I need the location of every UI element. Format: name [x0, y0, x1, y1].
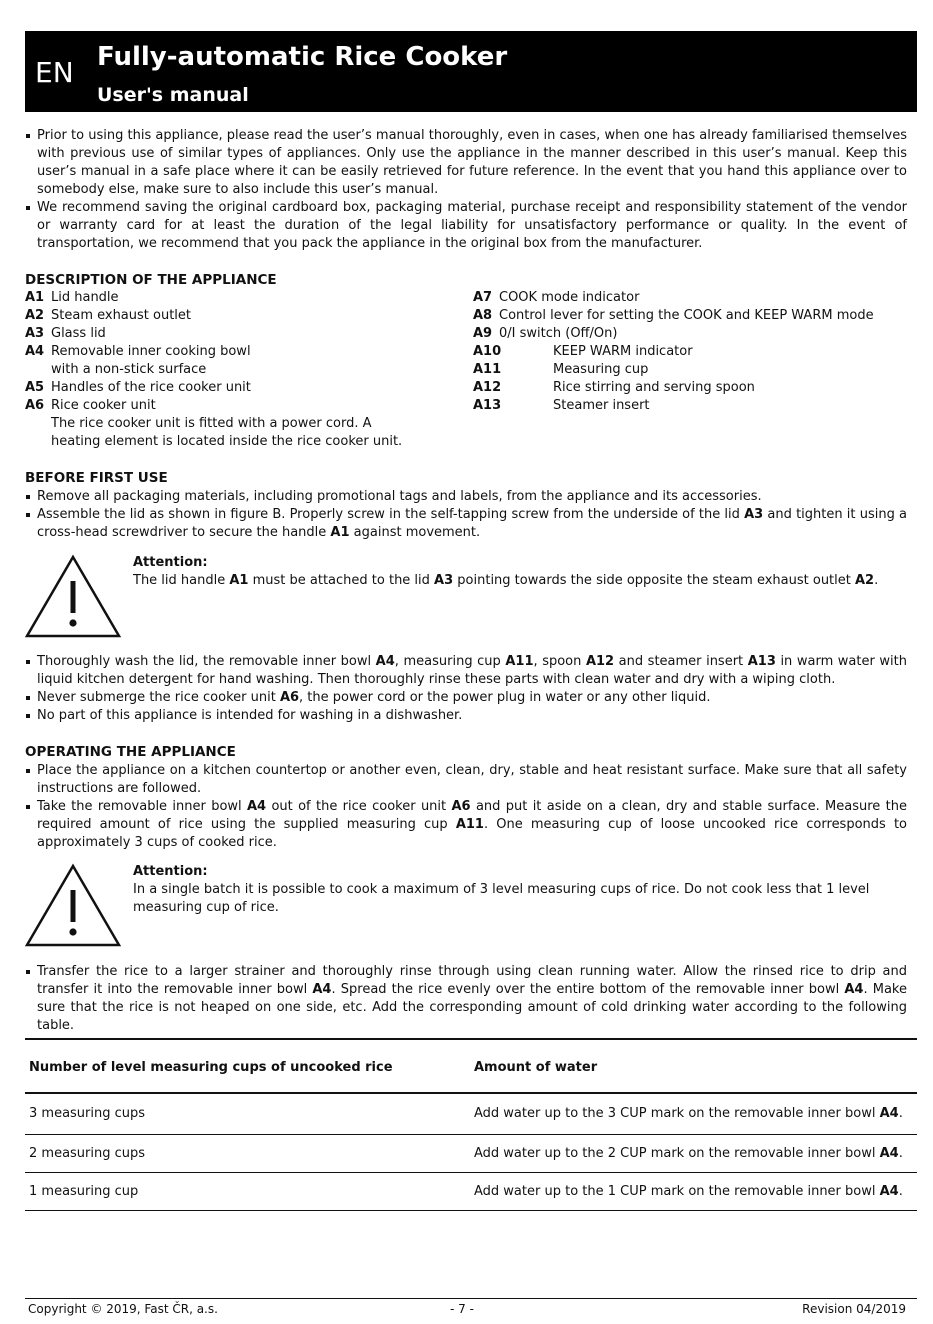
table-rule — [25, 1172, 917, 1173]
instruction-item: No part of this appliance is intended for washing in a dishwasher. — [25, 707, 907, 725]
language-code: EN — [35, 56, 74, 89]
before-first-use-list — [25, 488, 907, 542]
part-item: A4 Removable inner cooking bowl — [25, 344, 251, 359]
before-first-use-heading: BEFORE FIRST USE — [25, 470, 168, 486]
instruction-item: Remove all packaging materials, including promotional tags and labels, from the appliance and its accessories. — [25, 488, 907, 506]
table-cell-water: Add water up to the 2 CUP mark on the removable inner bowl A4. — [474, 1146, 903, 1161]
part-item: A12 Rice stirring and serving spoon — [473, 380, 755, 395]
part-item: A10 KEEP WARM indicator — [473, 344, 693, 359]
page-subtitle: User's manual — [97, 84, 249, 106]
part-item: A5 Handles of the rice cooker unit — [25, 380, 251, 395]
attention-text: The lid handle A1 must be attached to the lid A3 pointing towards the side opposite the steam exhaust outlet A2. — [133, 573, 879, 588]
table-cell-cups: 1 measuring cup — [29, 1184, 139, 1199]
instruction-item: Take the removable inner bowl A4 out of the rice cooker unit A6 and put it aside on a clean, dry and stable surface. Measure the required amount of rice using the supplied measuring cup A11. One measuring cup of loose uncooked rice corresponds to approximately 3 cups of cooked rice. — [25, 798, 907, 852]
part-item: A11 Measuring cup — [473, 362, 649, 377]
attention-note — [133, 863, 918, 917]
intro-section — [25, 127, 907, 253]
description-heading: DESCRIPTION OF THE APPLIANCE — [25, 272, 277, 288]
part-item: A2 Steam exhaust outlet — [25, 308, 192, 323]
footer-revision: Revision 04/2019 — [802, 1302, 906, 1316]
attention-heading: Attention: — [133, 864, 208, 879]
description-right-list — [473, 289, 903, 415]
instruction-item: Transfer the rice to a larger strainer and thoroughly rinse through using clean running water. Allow the rinsed rice to drip and transfer it into the removable inner bowl A4. Spread the rice evenly over the entire bottom of the removable inner bowl A4. Make sure that the rice is not heaped on one side, etc. Add the corresponding amount of cold drinking water according to the following table. — [25, 963, 907, 1035]
part-item: A13 Steamer insert — [473, 398, 650, 413]
footer-copyright: Copyright © 2019, Fast ČR, a.s. — [28, 1302, 218, 1316]
part-item-note: with a non-stick surface — [51, 362, 207, 377]
header-bar — [25, 31, 917, 112]
operating-heading: OPERATING THE APPLIANCE — [25, 744, 236, 760]
part-item-note: The rice cooker unit is fitted with a power cord. A heating element is located inside the rice cooker unit. — [51, 416, 403, 449]
table-rule — [25, 1210, 917, 1211]
instruction-item: Place the appliance on a kitchen countertop or another even, clean, dry, stable and heat resistant surface. Make sure that all safety instructions are followed. — [25, 762, 907, 798]
intro-paragraph: Prior to using this appliance, please read the user’s manual thoroughly, even in cases, when one has already familiarised themselves with previous use of similar types of appliances. Only use the appliance in the manner described in this user’s manual. Keep this user’s manual in a safe place where it can be easily retrieved for future reference. In the event that you hand this appliance over to somebody else, make sure to also include this user’s manual. — [25, 127, 907, 199]
part-item: A1 Lid handle — [25, 290, 119, 305]
part-item: A9 0/I switch (Off/On) — [473, 326, 618, 341]
table-cell-water: Add water up to the 3 CUP mark on the removable inner bowl A4. — [474, 1106, 903, 1121]
cleaning-list — [25, 653, 907, 725]
operating-list — [25, 762, 907, 852]
attention-heading: Attention: — [133, 555, 208, 570]
part-item: A6 Rice cooker unit — [25, 398, 156, 413]
part-item: A7 COOK mode indicator — [473, 290, 640, 305]
attention-text: In a single batch it is possible to cook a maximum of 3 level measuring cups of rice. Do not cook less that 1 level measuring cup of rice. — [133, 882, 870, 915]
part-item: A8 Control lever for setting the COOK and KEEP WARM mode — [473, 308, 874, 323]
warning-triangle-icon — [25, 863, 121, 947]
footer-rule — [25, 1298, 917, 1299]
table-header-cell: Number of level measuring cups of uncooked rice — [29, 1060, 393, 1075]
table-cell-water: Add water up to the 1 CUP mark on the removable inner bowl A4. — [474, 1184, 903, 1199]
instruction-item: Thoroughly wash the lid, the removable inner bowl A4, measuring cup A11, spoon A12 and steamer insert A13 in warm water with liquid kitchen detergent for hand washing. Then thoroughly rinse these parts with clean water and dry with a wiping cloth. — [25, 653, 907, 689]
attention-note — [133, 554, 918, 590]
table-header-cell: Amount of water — [474, 1060, 598, 1075]
table-rule — [25, 1134, 917, 1135]
page-title: Fully-automatic Rice Cooker — [97, 42, 508, 72]
description-left-list — [25, 289, 455, 451]
table-cell-cups: 3 measuring cups — [29, 1106, 146, 1121]
table-rule — [25, 1092, 917, 1094]
footer-page-number: - 7 - — [450, 1302, 474, 1316]
warning-triangle-icon — [25, 554, 121, 638]
table-rule — [25, 1038, 917, 1040]
rinse-list — [25, 963, 907, 1035]
instruction-item: Never submerge the rice cooker unit A6, the power cord or the power plug in water or any other liquid. — [25, 689, 907, 707]
part-item: A3 Glass lid — [25, 326, 106, 341]
instruction-item: Assemble the lid as shown in figure B. Properly screw in the self-tapping screw from the underside of the lid A3 and tighten it using a cross-head screwdriver to secure the handle A1 against movement. — [25, 506, 907, 542]
intro-paragraph: We recommend saving the original cardboard box, packaging material, purchase receipt and responsibility statement of the vendor or warranty card for at least the duration of the legal liability for unsatisfactory performance or quality. In the event of transportation, we recommend that you pack the appliance in the original box from the manufacturer. — [25, 199, 907, 253]
table-cell-cups: 2 measuring cups — [29, 1146, 146, 1161]
